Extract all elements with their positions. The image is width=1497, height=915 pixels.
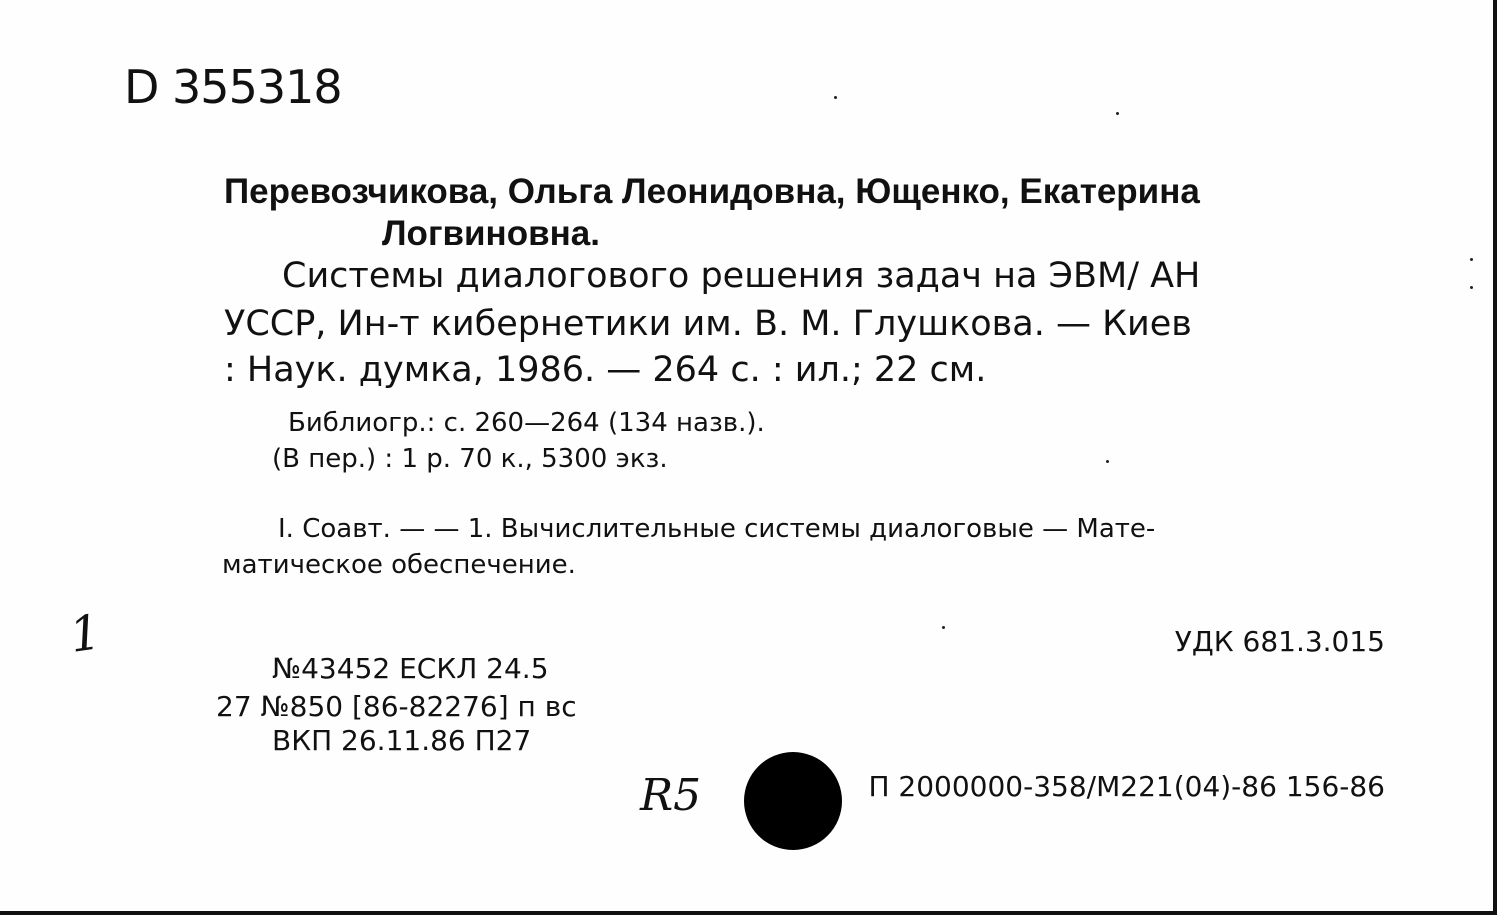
accession-line-2: 27 №850 [86-82276] п вс: [216, 690, 577, 723]
accession-line-1: №43452 ЕСКЛ 24.5: [272, 652, 549, 685]
price-note: (В пер.) : 1 р. 70 к., 5300 экз.: [272, 444, 668, 474]
author-line-2: Логвиновна.: [382, 214, 600, 253]
ink-speck: [834, 96, 837, 99]
call-number: D 355318: [124, 60, 342, 114]
isbn-line: П 2000000-358/М221(04)-86 156-86: [868, 770, 1385, 803]
title-line-3: : Наук. думка, 1986. — 264 с. : ил.; 22 см.: [224, 350, 987, 390]
tracings-line-2: матическое обеспечение.: [222, 550, 576, 580]
title-line-2: УССР, Ин-т кибернетики им. В. М. Глушкова. — Киев: [224, 304, 1192, 344]
bibliography-note: Библиогр.: с. 260—264 (134 назв.).: [288, 408, 765, 438]
accession-line-3: ВКП 26.11.86 П27: [272, 724, 532, 757]
author-line-1: Перевозчикова, Ольга Леонидовна, Ющенко, Екатерина: [224, 172, 1200, 211]
udk-classification: УДК 681.3.015: [1174, 625, 1385, 658]
ink-speck: [1106, 460, 1109, 463]
ink-speck: [1470, 258, 1473, 261]
ink-speck: [942, 626, 945, 629]
tracings-line-1: I. Соавт. — — 1. Вычислительные системы диалоговые — Мате-: [278, 514, 1156, 544]
ink-blot: [744, 752, 842, 850]
handwritten-mark-r5: R5: [640, 770, 702, 821]
ink-speck: [1116, 112, 1119, 115]
title-line-1: Системы диалогового решения задач на ЭВМ/ АН: [282, 256, 1201, 296]
ink-speck: [1470, 286, 1473, 289]
handwritten-mark-1: 1: [66, 604, 105, 664]
